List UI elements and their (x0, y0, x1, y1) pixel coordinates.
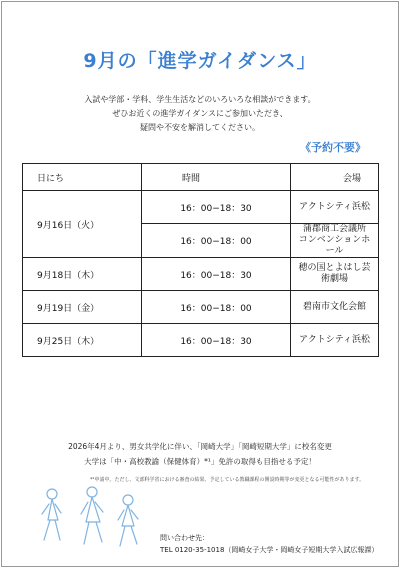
walking-students-illustration (32, 480, 152, 552)
contact-phone: TEL 0120-35-1018（岡崎女子大学・岡崎女子短期大学入試広報課） (160, 546, 379, 554)
venue-line: コンベンションホール (298, 235, 371, 256)
intro-text (2, 93, 398, 135)
time-cell: 16：00−18：30 (142, 258, 291, 291)
table-header-row (23, 164, 379, 191)
venue-cell: アクトシティ浜松 (291, 324, 379, 357)
table-row (23, 191, 379, 224)
venue-cell: 碧南市文化会館 (291, 291, 379, 324)
header-time: 時間 (142, 164, 291, 191)
note-line: 2026年4月より、男女共学化に伴い、「岡崎大学」「岡崎短期大学」に校名変更 (68, 442, 332, 451)
flyer-page (1, 1, 399, 567)
date-cell: 9月16日（火） (23, 191, 142, 258)
contact-label: 問い合わせ先： (160, 534, 209, 542)
table-row (23, 291, 379, 324)
time-cell: 16：00−18：30 (142, 324, 291, 357)
contact-info (160, 532, 378, 556)
fine-print: *¹申請中。ただし、文部科学省における審査の結果、予定している教職課程の開設時期等が変更となる可能性があります。 (90, 477, 365, 483)
venue-cell: 穂の国とよはし芸術劇場 (291, 258, 379, 291)
venue-cell: アクトシティ浜松 (291, 191, 379, 224)
date-cell: 9月18日（木） (23, 258, 142, 291)
header-date: 日にち (23, 164, 142, 191)
time-cell: 16：00−18：30 (142, 191, 291, 224)
page-title: 9月の「進学ガイダンス」 (83, 50, 317, 72)
notes-text (2, 439, 398, 469)
intro-line: 疑問や不安を解消してください。 (140, 123, 260, 132)
time-cell: 16：00−18：00 (142, 291, 291, 324)
date-cell: 9月25日（木） (23, 324, 142, 357)
venue-cell (291, 224, 379, 258)
table-row (23, 258, 379, 291)
venue-line: 蒲郡商工会議所 (302, 224, 366, 234)
schedule-table (22, 163, 379, 357)
intro-line: 入試や学部・学科、学生生活などのいろいろな相談ができます。 (84, 95, 316, 104)
table-row (23, 324, 379, 357)
date-cell: 9月19日（金） (23, 291, 142, 324)
time-cell: 16：00−18：00 (142, 224, 291, 258)
note-line: 大学は「中・高校教諭（保健体育）*¹」免許の取得も目指せる予定！ (84, 457, 316, 466)
intro-line: ぜひお近くの進学ガイダンスにご参加いただき、 (112, 109, 288, 118)
header-venue: 会場 (291, 164, 379, 191)
reservation-badge: 《予約不要》 (300, 141, 366, 154)
